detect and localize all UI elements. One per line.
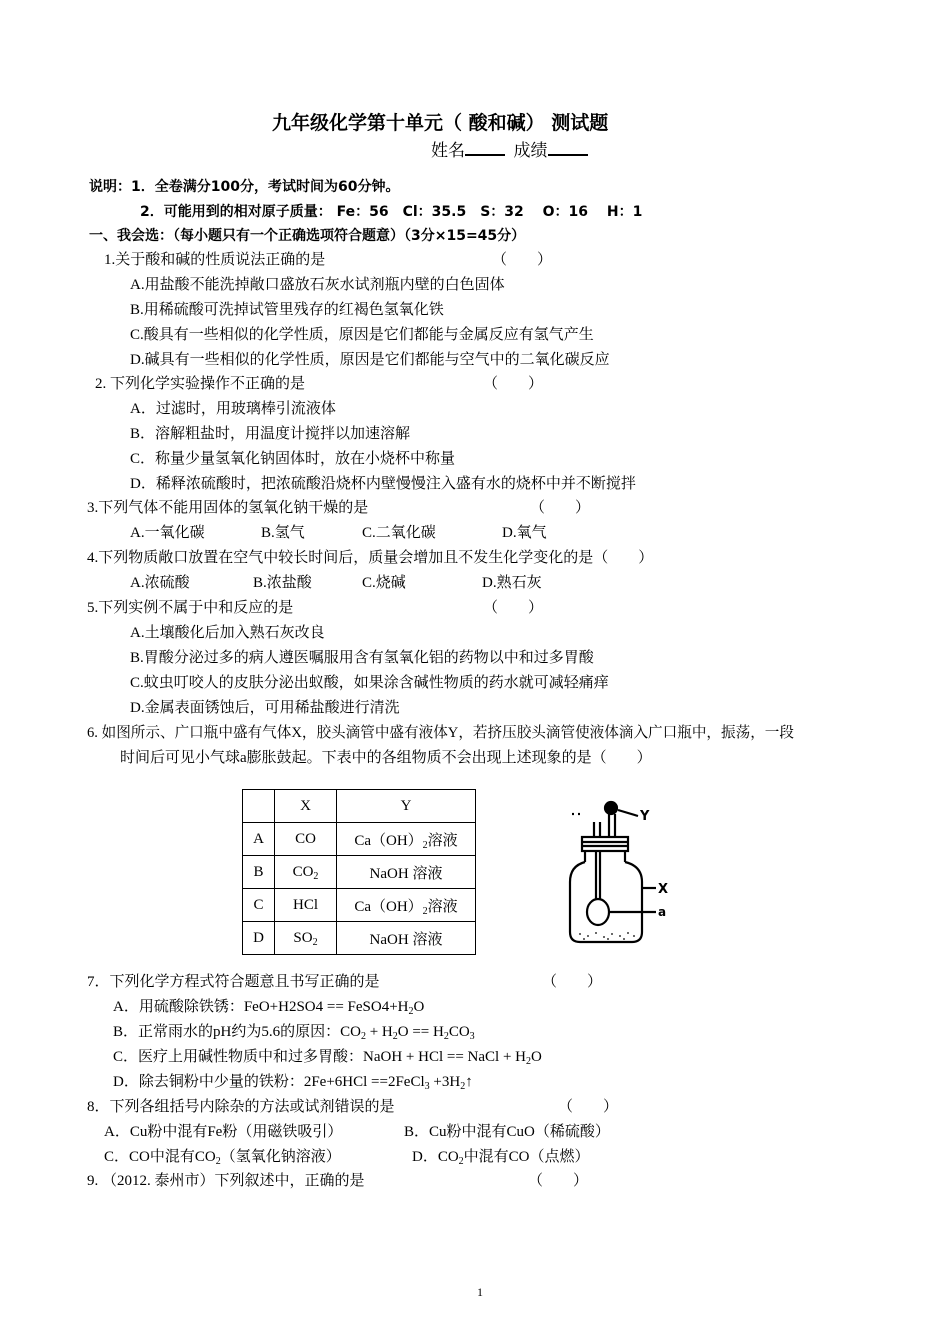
q7-option-b: B．正常雨水的pH约为5.6的原因：$CO_2 + H_2O == H_2CO_3$ bbox=[113, 1024, 475, 1042]
name-label: 姓名 bbox=[431, 141, 465, 160]
page-number: 1 bbox=[477, 1285, 483, 1299]
formula-subscript: 2 bbox=[215, 1156, 221, 1167]
q7-option-d bbox=[113, 1072, 473, 1092]
q9-stem: 9. （2012. 泰州市）下列叙述中，正确的是 bbox=[87, 1173, 365, 1189]
formula-subscript: 2 bbox=[313, 870, 319, 882]
q4-option-b: B.浓盐酸 bbox=[253, 575, 312, 591]
formula-subscript: 2 bbox=[312, 936, 318, 948]
q8-option-c bbox=[104, 1147, 341, 1167]
formula-subscript: 2 bbox=[526, 1056, 531, 1067]
table-cell: CO bbox=[275, 823, 337, 856]
formula-suffix: 中混有CO（点燃） bbox=[463, 1149, 590, 1165]
table-header-cell bbox=[243, 790, 275, 823]
q5-answer-paren: （ ） bbox=[483, 600, 544, 616]
q8-option-b: B．Cu粉中混有CuO（稀硫酸） bbox=[404, 1124, 610, 1140]
dropper-bulb-icon bbox=[605, 802, 617, 814]
table-cell bbox=[337, 823, 476, 856]
q7-answer-paren: （ ） bbox=[542, 974, 603, 990]
formula-subscript: 2 bbox=[360, 1031, 366, 1042]
table-cell bbox=[337, 889, 476, 922]
page-title: 九年级化学第十单元（ 酸和碱） 测试题 bbox=[272, 112, 609, 134]
formula-text: +3H bbox=[429, 1074, 461, 1090]
instruction-line-2: 2．可能用到的相对原子质量： Fe：56 Cl：35.5 S：32 O：16 H：1 bbox=[140, 204, 643, 220]
table-cell bbox=[275, 922, 337, 955]
q2-option-b: B．溶解粗盐时，用温度计搅拌以加速溶解 bbox=[130, 426, 411, 442]
q4-option-a: A.浓硫酸 bbox=[130, 575, 190, 591]
q3-answer-paren: （ ） bbox=[530, 500, 591, 516]
q8-option-d-text: D．CO bbox=[412, 1149, 459, 1165]
table-cell: NaOH 溶液 bbox=[337, 856, 476, 889]
table-cell: B bbox=[243, 856, 275, 889]
q2-option-d: D．稀释浓硫酸时，把浓硫酸沿烧杯内壁慢慢注入盛有水的烧杯中并不断搅拌 bbox=[130, 476, 636, 492]
formula-suffix: ↑ bbox=[465, 1074, 473, 1090]
q1-option-a: A.用盐酸不能洗掉敞口盛放石灰水试剂瓶内壁的白色固体 bbox=[130, 277, 505, 293]
formula-text: SO bbox=[293, 929, 313, 946]
q3-option-d: D.氧气 bbox=[502, 525, 547, 541]
table-header-cell: X bbox=[275, 790, 337, 823]
q7-option-c-text: C．医疗上用碱性物质中和过多胃酸：NaOH + HCl == NaCl + H bbox=[113, 1049, 526, 1065]
table-cell: C bbox=[243, 889, 275, 922]
q4-stem: 4.下列物质敞口放置在空气中较长时间后，质量会增加且不发生化学变化的是（ ） bbox=[87, 550, 654, 566]
table-row bbox=[243, 922, 476, 955]
formula-subscript: 2 bbox=[408, 1006, 414, 1017]
table-row bbox=[243, 856, 476, 889]
table-cell: HCl bbox=[275, 889, 337, 922]
q5-option-c: C.蚊虫叮咬人的皮肤分泌出蚁酸，如果涂含碱性物质的药水就可减轻痛痒 bbox=[130, 675, 609, 691]
q2-option-c: C．称量少量氢氧化钠固体时，放在小烧杯中称量 bbox=[130, 451, 456, 467]
formula-suffix: 溶液 bbox=[427, 898, 458, 915]
figure-label-y: Y bbox=[640, 809, 650, 824]
q4-option-d: D.熟石灰 bbox=[482, 575, 542, 591]
q8-option-a: A．Cu粉中混有Fe粉（用磁铁吸引） bbox=[104, 1124, 343, 1140]
formula-text: Ca（OH） bbox=[354, 832, 423, 849]
q3-option-b: B.氢气 bbox=[261, 525, 305, 541]
q6-table bbox=[242, 789, 476, 955]
q4-option-c: C.烧碱 bbox=[362, 575, 406, 591]
q7-option-d-text: D．除去铜粉中少量的铁粉：2Fe+6HCl ==2FeCl bbox=[113, 1074, 425, 1090]
formula-text: CO bbox=[292, 863, 314, 880]
formula-subscript: 2 bbox=[458, 1156, 464, 1167]
formula-subscript: 2 bbox=[422, 905, 428, 917]
q7-option-c bbox=[113, 1047, 542, 1067]
table-cell: A bbox=[243, 823, 275, 856]
q5-option-b: B.胃酸分泌过多的病人遵医嘱服用含有氢氧化铝的药物以中和过多胃酸 bbox=[130, 650, 594, 666]
balloon-icon bbox=[587, 899, 609, 925]
score-blank bbox=[548, 140, 588, 156]
formula-text: Ca（OH） bbox=[354, 898, 423, 915]
formula-suffix: O bbox=[531, 1049, 542, 1065]
formula-subscript: 2 bbox=[422, 839, 428, 851]
q8-stem: 8．下列各组括号内除杂的方法或试剂错误的是 bbox=[87, 1099, 395, 1115]
section-1-heading: 一、我会选：（每小题只有一个正确选项符合题意）（3分×15=45分） bbox=[89, 228, 526, 244]
q1-option-d: D.碱具有一些相似的化学性质，原因是它们都能与空气中的二氧化碳反应 bbox=[130, 352, 610, 368]
formula-suffix: （氢氧化钠溶液） bbox=[220, 1149, 341, 1165]
q1-option-b: B.用稀硫酸可洗掉试管里残存的红褐色氢氧化铁 bbox=[130, 302, 444, 318]
q2-option-a: A．过滤时，用玻璃棒引流液体 bbox=[130, 401, 336, 417]
q7-option-b-text: B．正常雨水的pH约为5.6的原因：CO bbox=[113, 1024, 361, 1040]
formula-subscript: 3 bbox=[469, 1031, 475, 1042]
formula-subscript: 2 bbox=[443, 1031, 449, 1042]
q5-option-a: A.土壤酸化后加入熟石灰改良 bbox=[130, 625, 325, 641]
instruction-line-1: 说明：1．全卷满分100分，考试时间为60分钟。 bbox=[89, 179, 400, 195]
q7-stem: 7．下列化学方程式符合题意且书写正确的是 bbox=[87, 974, 380, 990]
q8-option-d bbox=[412, 1147, 590, 1167]
flask-apparatus-figure bbox=[560, 792, 690, 947]
name-blank bbox=[465, 140, 505, 156]
q2-answer-paren: （ ） bbox=[483, 376, 544, 392]
q3-stem: 3.下列气体不能用固体的氢氧化钠干燥的是 bbox=[87, 500, 369, 516]
q1-option-c: C.酸具有一些相似的化学性质，原因是它们都能与金属反应有氢气产生 bbox=[130, 327, 594, 343]
table-cell: NaOH 溶液 bbox=[337, 922, 476, 955]
table-header-row bbox=[243, 790, 476, 823]
q6-stem-line-2: 时间后可见小气球a膨胀鼓起。下表中的各组物质不会出现上述现象的是（ ） bbox=[120, 750, 652, 766]
q3-option-c: C.二氧化碳 bbox=[362, 525, 436, 541]
q5-stem: 5.下列实例不属于中和反应的是 bbox=[87, 600, 294, 616]
name-score-line bbox=[431, 140, 588, 161]
q1-answer-paren: （ ） bbox=[492, 252, 553, 268]
formula-subscript: 2 bbox=[392, 1031, 398, 1042]
figure-label-a: a bbox=[658, 905, 667, 919]
q8-answer-paren: （ ） bbox=[558, 1099, 619, 1115]
q1-stem: 1.关于酸和碱的性质说法正确的是 bbox=[104, 252, 326, 268]
formula-subscript: 3 bbox=[424, 1081, 430, 1092]
q3-option-a: A.一氧化碳 bbox=[130, 525, 205, 541]
formula-subscript: 2 bbox=[460, 1081, 466, 1092]
q9-answer-paren: （ ） bbox=[528, 1173, 589, 1189]
table-cell bbox=[275, 856, 337, 889]
q7-option-a bbox=[113, 997, 424, 1017]
table-cell: D bbox=[243, 922, 275, 955]
q6-stem-line-1: 6. 如图所示、广口瓶中盛有气体X，胶头滴管中盛有液体Y，若挤压胶头滴管使液体滴入广口瓶中，振荡，一段 bbox=[87, 725, 794, 741]
table-row bbox=[243, 823, 476, 856]
q2-stem: 2. 下列化学实验操作不正确的是 bbox=[95, 376, 306, 392]
q8-option-c-text: C．CO中混有CO bbox=[104, 1149, 216, 1165]
formula-suffix: 溶液 bbox=[427, 832, 458, 849]
q7-option-a-text: A．用硫酸除铁锈：FeO+H2SO4 == FeSO4+H bbox=[113, 999, 409, 1015]
score-label: 成绩 bbox=[513, 141, 548, 160]
q5-option-d: D.金属表面锈蚀后，可用稀盐酸进行清洗 bbox=[130, 700, 400, 716]
figure-label-x: X bbox=[658, 882, 669, 897]
table-header-cell: Y bbox=[337, 790, 476, 823]
table-row bbox=[243, 889, 476, 922]
formula-suffix: O bbox=[413, 999, 425, 1015]
